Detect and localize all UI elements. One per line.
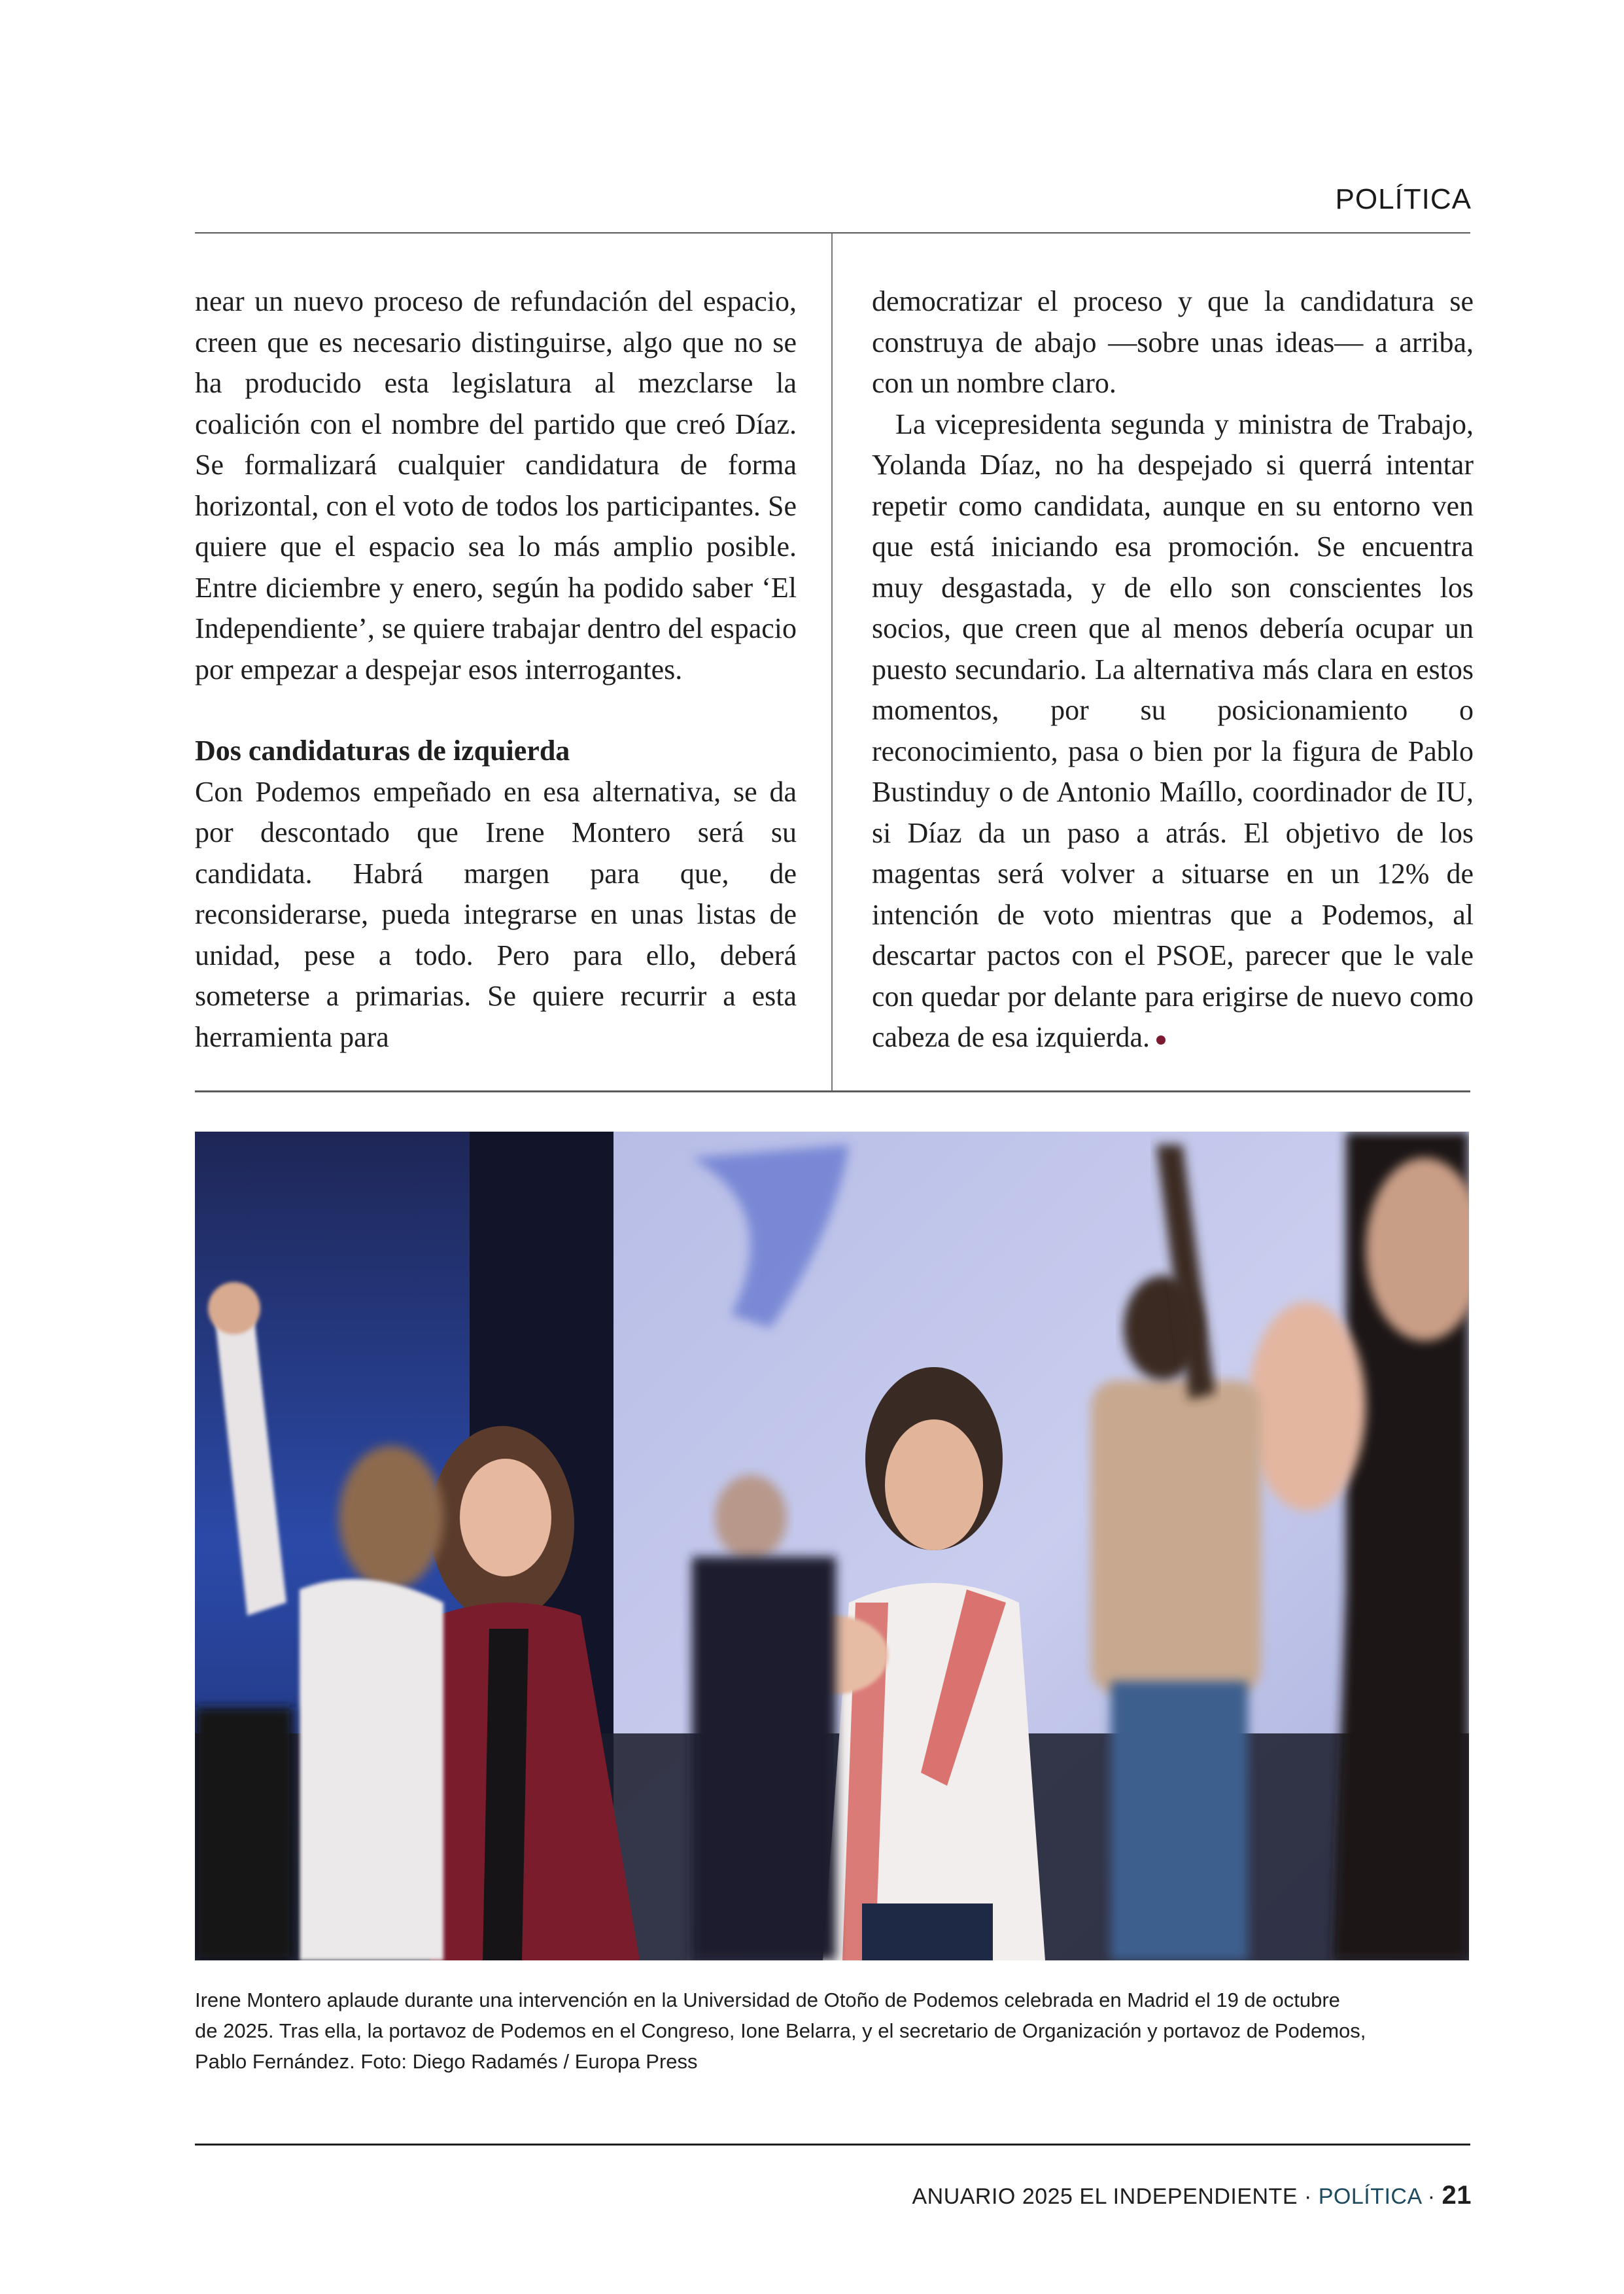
column-divider [831, 234, 833, 1090]
footer-separator: · [1298, 2184, 1319, 2209]
caption-line: de 2025. Tras ella, la portavoz de Podemos en el Congreso, Ione Belarra, y el secretario de Organización y portavoz de Podemos, [195, 2019, 1366, 2042]
subheading: Dos candidaturas de izquierda [195, 735, 570, 767]
article-photo [195, 1132, 1469, 1960]
footer-section: POLÍTICA [1318, 2184, 1421, 2209]
footer-separator: · [1421, 2184, 1442, 2209]
body-paragraph-text: La vicepresidenta segunda y ministra de Trabajo, Yolanda Díaz, no ha despejado si querrá intentar repetir como candidata, aunque en su entorno ven que está iniciando esa promoción. Se encuentra muy desgastada, y de ello son conscientes los socios, que creen que al menos debería ocupar un puesto secundario. La alternativa más clara en estos momentos, por su posicionamiento o reconocimiento, pasa o bien por la figura de Pablo Bustinduy o de Antonio Maíllo, coordinador de IU, si Díaz da un paso a atrás. El objetivo de los magentas será volver a situarse en un 12% de intención de voto mientras que a Podemos, al descartar pactos con el PSOE, parecer que le vale con quedar por delante para erigirse de nuevo como cabeza de esa izquierda. [872, 408, 1474, 1053]
photo-caption [195, 1985, 1477, 2077]
footer-publication: ANUARIO 2025 EL INDEPENDIENTE [912, 2184, 1298, 2209]
article-right-column [872, 281, 1474, 1058]
body-paragraph: democratizar el proceso y que la candidatura se construya de abajo —sobre unas ideas— a arriba, con un nombre claro. [872, 285, 1474, 399]
article-end-mark-icon [1156, 1035, 1166, 1045]
page-number: 21 [1442, 2181, 1472, 2210]
footer-rule [195, 2144, 1470, 2146]
body-paragraph-final [872, 404, 1474, 1058]
body-paragraph: Con Podemos empeñado en esa alternativa, se da por descontado que Irene Montero será su candidata. Habrá margen para que, de reconsiderarse, pueda integrarse en unas listas de unidad, pese a todo. Pero para ello, deberá someterse a primarias. Se quiere recurrir a esta herramienta para [195, 775, 797, 1053]
page-footer [912, 2181, 1472, 2210]
article-left-column [195, 281, 797, 1058]
caption-line: Pablo Fernández. Foto: Diego Radamés / Europa Press [195, 2050, 698, 2073]
header-rule [195, 232, 1470, 234]
section-label: POLÍTICA [1335, 183, 1472, 215]
caption-line: Irene Montero aplaude durante una intervención en la Universidad de Otoño de Podemos celebrada en Madrid el 19 de octubre [195, 1989, 1340, 2011]
photo-illustration [195, 1132, 1469, 1960]
article-end-rule [195, 1090, 1470, 1092]
body-paragraph: near un nuevo proceso de refundación del espacio, creen que es necesario distinguirse, algo que no se ha producido esta legislatura al mezclarse la coalición con el nombre del partido que creó Díaz. Se formalizará cualquier candidatura de forma horizontal, con el voto de todos los participantes. Se quiere que el espacio sea lo más amplio posible. Entre diciembre y enero, según ha podido saber ‘El Independiente’, se quiere trabajar dentro del espacio por empezar a despejar esos interrogantes. [195, 285, 797, 686]
